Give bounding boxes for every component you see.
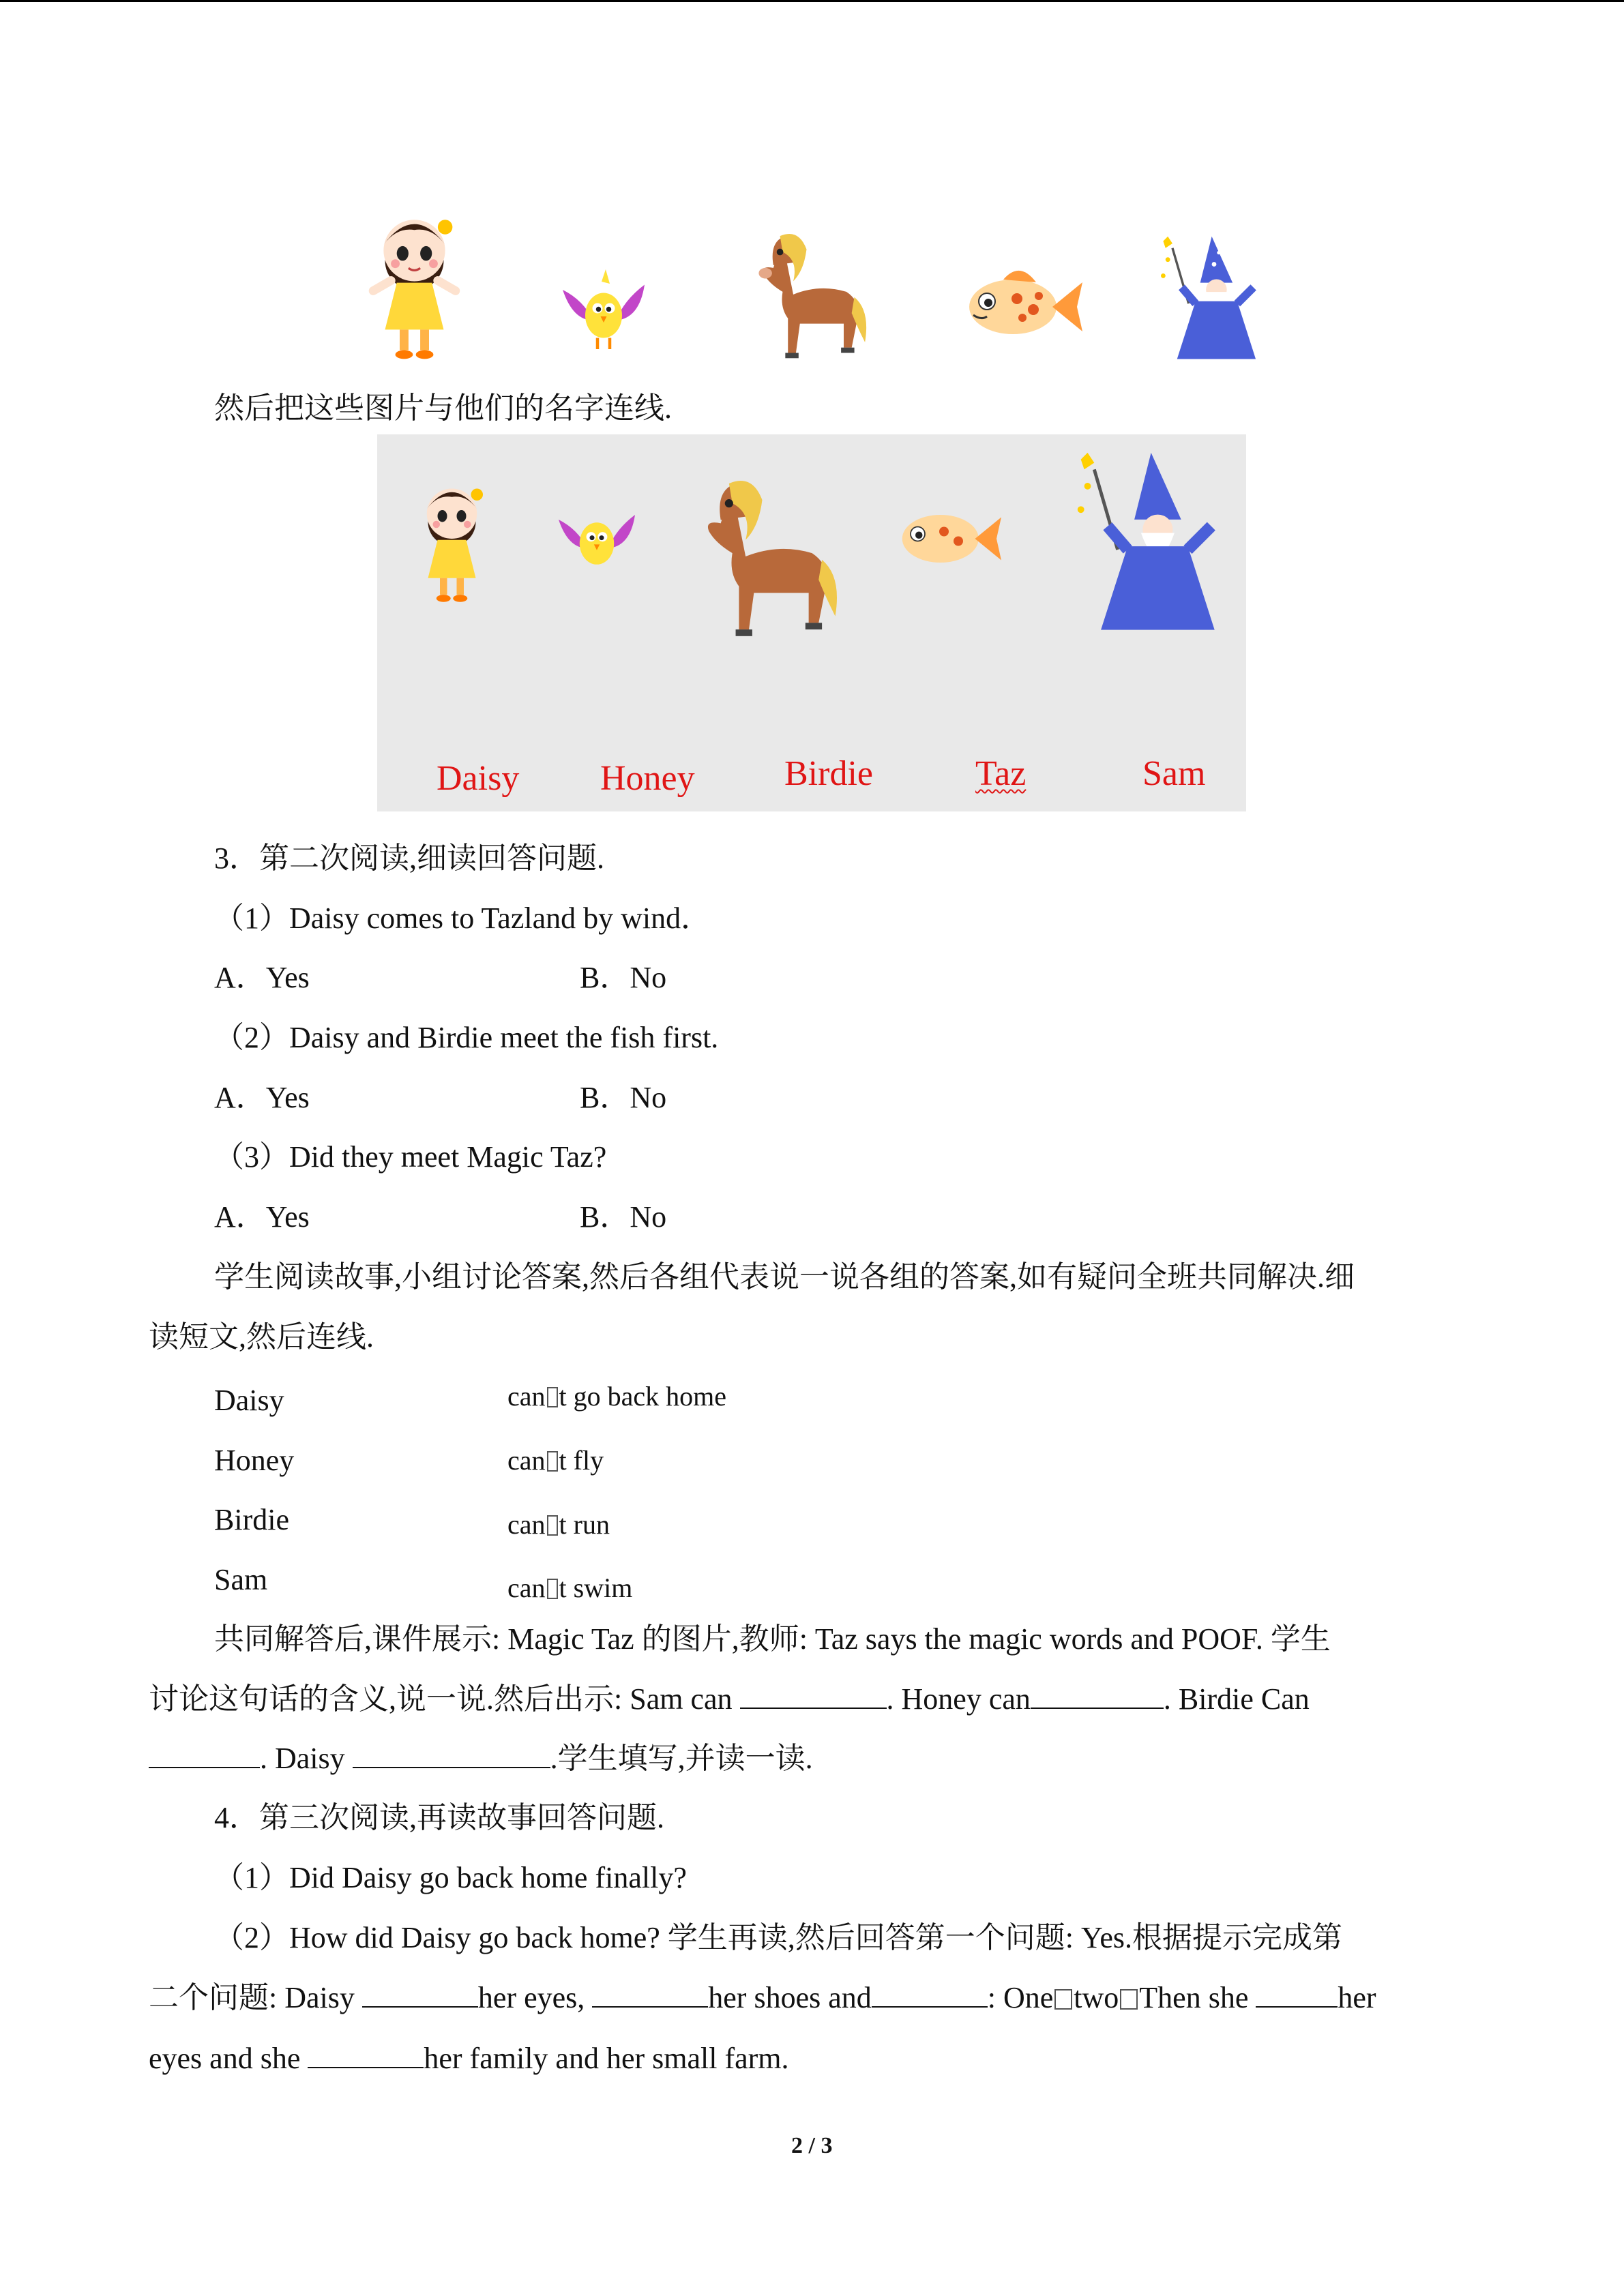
name-birdie: Birdie <box>784 754 873 793</box>
name-daisy: Daisy <box>437 759 520 798</box>
horse-image-2 <box>679 457 846 644</box>
section3-heading: 3．第二次阅读,细读回答问题. <box>214 841 604 875</box>
section4-line-2: 二个问题: Daisy her eyes, her shoes and : One two Then she her <box>149 1979 1376 2017</box>
option-a-1: A．Yes <box>214 961 310 994</box>
option-a-3: A．Yes <box>214 1200 310 1234</box>
section4-line-3: eyes and she her family and her small farm. <box>149 2040 789 2078</box>
bird-image <box>552 259 655 361</box>
option-b-2: B．No <box>580 1081 667 1114</box>
match-right-2: can t fly <box>507 1445 604 1476</box>
match-right-3: can t run <box>507 1509 610 1540</box>
page-number: 2 / 3 <box>791 2133 833 2158</box>
name-sam: Sam <box>1142 754 1206 793</box>
question-3-1: （1）Daisy comes to Tazland by wind． <box>214 901 711 935</box>
missing-glyph-box <box>547 1579 558 1599</box>
blank-then-verb[interactable] <box>1256 1979 1338 2008</box>
blank-action[interactable] <box>872 1979 988 2008</box>
match-left-birdie: Birdie <box>214 1503 289 1536</box>
paragraph-2-line-2: 讨论这句话的含义,说一说.然后出示: Sam can . Honey can . Birdie Can <box>149 1680 1310 1718</box>
missing-glyph-box <box>1054 1989 1072 2010</box>
name-taz: Taz <box>975 754 1027 793</box>
blank-daisy[interactable] <box>353 1740 550 1768</box>
paragraph-2-line-1: 共同解答后,课件展示: Magic Taz 的图片,教师: Taz says the magic words and POOF. 学生 <box>214 1622 1331 1656</box>
fish-image <box>951 252 1088 361</box>
paragraph-2-line-3: . Daisy .学生填写,并读一读. <box>149 1740 813 1778</box>
option-a-2: A．Yes <box>214 1081 310 1114</box>
question-3-2: （2）Daisy and Birdie meet the fish first. <box>214 1021 719 1054</box>
fish-image-2 <box>887 491 1006 586</box>
intro-line: 然后把这些图片与他们的名字连线. <box>214 391 672 425</box>
match-left-daisy: Daisy <box>214 1384 284 1417</box>
blank-shoes-verb[interactable] <box>592 1979 708 2008</box>
name-honey: Honey <box>600 759 695 798</box>
match-right-1: can t go back home <box>507 1381 727 1412</box>
missing-glyph-box <box>1120 1989 1138 2010</box>
wizard-image-2 <box>1071 443 1238 641</box>
horse-image <box>740 215 873 365</box>
paragraph-1-line-1: 学生阅读故事,小组讨论答案,然后各组代表说一说各组的答案,如有疑问全班共同解决.细 <box>214 1260 1355 1294</box>
section4-heading: 4．第三次阅读,再读故事回答问题. <box>214 1801 664 1834</box>
question-4-2: （2）How did Daisy go back home? 学生再读,然后回答第一个问题: Yes.根据提示完成第 <box>214 1921 1343 1954</box>
bird-image-2 <box>549 491 645 586</box>
option-b-1: B．No <box>580 961 667 994</box>
paragraph-1-line-2: 读短文,然后连线. <box>149 1320 374 1354</box>
missing-glyph-box <box>547 1387 558 1407</box>
match-right-4: can t swim <box>507 1572 633 1603</box>
question-3-3: （3）Did they meet Magic Taz? <box>214 1140 607 1174</box>
match-left-honey: Honey <box>214 1444 295 1477</box>
girl-image <box>341 198 488 365</box>
question-4-1: （1）Did Daisy go back home finally? <box>214 1861 687 1894</box>
blank-sam-can[interactable] <box>740 1680 887 1709</box>
match-left-sam: Sam <box>214 1563 268 1596</box>
blank-eyes-verb[interactable] <box>362 1979 478 2008</box>
blank-see-verb[interactable] <box>308 2040 424 2068</box>
option-b-3: B．No <box>580 1200 667 1234</box>
wizard-image <box>1156 232 1272 365</box>
blank-birdie-can[interactable] <box>149 1740 260 1768</box>
blank-honey-can[interactable] <box>1031 1680 1164 1709</box>
missing-glyph-box <box>547 1451 558 1472</box>
girl-image-2 <box>392 471 512 607</box>
top-rule <box>0 0 1624 2</box>
missing-glyph-box <box>547 1515 558 1536</box>
